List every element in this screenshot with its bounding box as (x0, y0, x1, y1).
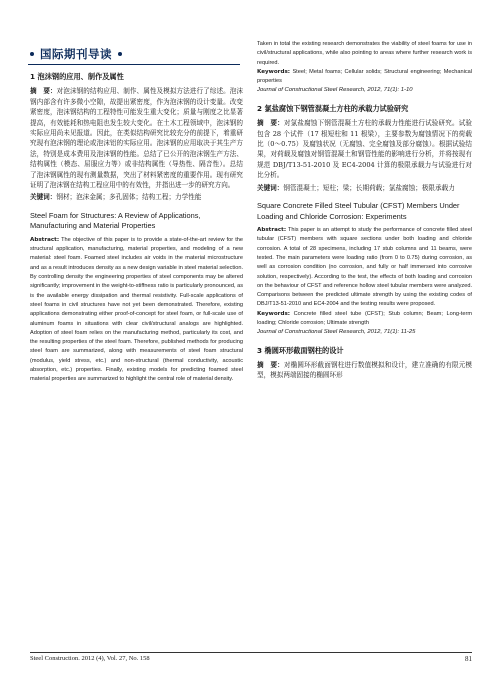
footer-divider (30, 652, 472, 653)
abstract-text: 对氯盐腐蚀下钢管混凝土方柱的承载力性能进行试验研究。试验包含 28 个试件（17 根短柱和 11 根梁），主要参数为腐蚀情况下的荷载比（0～0.75）及腐蚀状况（无腐蚀、完全腐蚀及部分腐蚀）。根据试验结果，对荷载及腐蚀对钢管混凝土和钢管性能的影响进行分析，并将按现有规范 DBJ/T13-51-2010 及 EC4-2004 计算的极限承载力与试验进行对比分析。 (257, 119, 473, 180)
article-1-title: 1 泡沫钢的应用、制作及属性 (30, 72, 124, 81)
abstract-text: 对椭圆环形截面钢柱进行数值模拟和设计，建立准确的有限元模型，模拟两端固接的椭圆环形 (257, 361, 473, 380)
left-column (30, 70, 243, 385)
article-2-abstract-zh (257, 118, 472, 180)
abstract-label-en: Abstract: (257, 227, 287, 234)
keywords-text: 钢材；泡沫金属；多孔固体；结构工程；力学性能 (56, 193, 202, 202)
page-number: 81 (465, 655, 472, 663)
article-2-abstract-en (257, 226, 472, 310)
article-1-title-en: Steel Foam for Structures: A Review of Applications, Manufacturing and Material Properties (30, 210, 201, 231)
abstract-text: 对泡沫钢的结构应用、制作、属性及模拟方法进行了综述。泡沫钢内部含有许多微小空隙，故提出紧密度，作为泡沫钢的设计变量。改变紧密度，泡沫钢结构的工程特性可能发生重大变化；质量与刚度之比显著提高，有效能耗和热电阻也发生较大变化。在土木工程领域中，泡沫钢的实际应用尚未见报道。因此，在类似结构研究比较充分的前提下，着重研究现有泡沫钢的理论或泡沫铝的实际应用。泡沫钢的应用取决于其生产方法，特别是成本费用及泡沫钢的性能。总结了已公开的泡沫钢生产方法、结构属性（模态、屈服应力等）或非结构属性（导热性、隔音性）。总结了泡沫钢属性的现有测量数据，突出了材料紧密度的重要作用。现有研究证明了泡沫钢在结构工程应用中的有效性，并指出进一步的研究方向。 (30, 87, 244, 190)
bullet-icon (118, 52, 122, 56)
article-1-keywords-en (257, 68, 472, 87)
keywords-label-en: Keywords: (257, 68, 291, 75)
journal-citation: Steel Construction. 2012 (4), Vol. 27, No. 158 (30, 655, 150, 662)
right-column (257, 40, 472, 383)
keywords-text-en: Concrete filled steel tube (CFST); Stub column; Beam; Long-term loading; Chloride corrosion; Ultimate strength (257, 310, 472, 326)
article-1-keywords-zh (30, 192, 243, 202)
header-divider (28, 64, 240, 65)
article-2-journal: Journal of Constructional Steel Research, 2012, 71(1): 11-25 (257, 329, 416, 336)
keywords-text-en: Steel; Metal foams; Cellular solids; Structural engineering; Mechanical properties (257, 68, 472, 85)
article-2-title-en: Square Concrete Filled Steel Tubular (CFST) Members Under Loading and Chloride Corrosion: Experiments (257, 201, 460, 221)
article-2-keywords-zh (257, 183, 472, 193)
keywords-label-en: Keywords: (257, 310, 291, 317)
keywords-text: 钢管混凝土；短柱；梁；长期荷载；氯盐腐蚀；极限承载力 (283, 183, 455, 192)
article-1-abstract-zh (30, 86, 243, 190)
abstract-label: 摘 要： (257, 361, 284, 369)
abstract-label: 摘 要： (257, 119, 284, 128)
article-1-abstract-en-continued: Taken in total the existing research demonstrates the viability of steel foams for use in civil/structural applications, while also pointing to areas where further research work is required. (257, 41, 472, 66)
keywords-label: 关键词： (257, 183, 284, 192)
keywords-label: 关键词： (30, 193, 57, 202)
section-header (30, 46, 122, 62)
section-title: 国际期刊导读 (40, 47, 112, 61)
abstract-label-en: Abstract: (30, 236, 60, 243)
article-2-keywords-en (257, 310, 472, 329)
article-3-title: 3 椭圆环形截面钢柱的设计 (257, 345, 344, 355)
article-1-abstract-en (30, 236, 243, 385)
article-3-abstract-zh (257, 360, 472, 381)
abstract-text-en: This paper is an attempt to study the performance of concrete filled steel tubular (CFST) members with square sections under both loading and chloride corrosion. A total of 28 specimens, including 17 stub columns and 11 beams, were tested. The main parameters were loading ratio (from 0 to 0.75) during corrosion, as well as corrosion condition (no corrosion, and fully or half immersed into corrosive solution, respectively). According to the test, the effects of both loading and corrosion on the behaviour of CFST and reference hollow steel tubular members were analyzed. Comparisons between the predicted ultimate strength by using the existing codes of DBJ/T13-51-2010 and EC4-2004 and the testing results were proposed. (257, 227, 473, 308)
abstract-text-en: The objective of this paper is to provide a state-of-the-art review for the structural application, manufacturing, material properties, and modeling of a new material: steel foam. Foamed steel includes air voids in the material microstructure and as a result introduces density as a new design variable in steel material selection. By controlling density the engineering properties of steel components may be altered significantly; improvement in the weight-to-stiffness ratio is particularly pronounced, as is the available energy dissipation and thermal resistivity. Full-scale applications of steel foams in civil structures have not yet been demonstrated. Therefore, existing applications demonstrating either proof-of-concept for steel foam, or full-scale use of aluminum foams in situations with clear civil/structural analogs are highlighted. Adoption of steel foam relies on the manufacturing method, particularly its cost, and the resulting properties of the steel foam. Therefore, published methods for producing steel foam are summarized, along with measurements of steel foam structural (modulus, yield stress, etc.) and non-structural (thermal conductivity, acoustic absorption, etc.) properties. Finally, existing models for predicting foamed steel material properties are summarized to highlight the central role of material density. (30, 236, 243, 383)
article-1-journal: Journal of Constructional Steel Research, 2012, 71(1): 1-10 (257, 87, 413, 94)
article-2-title: 2 氯盐腐蚀下钢管混凝土方柱的承载力试验研究 (257, 103, 409, 113)
abstract-label: 摘 要： (30, 87, 57, 96)
